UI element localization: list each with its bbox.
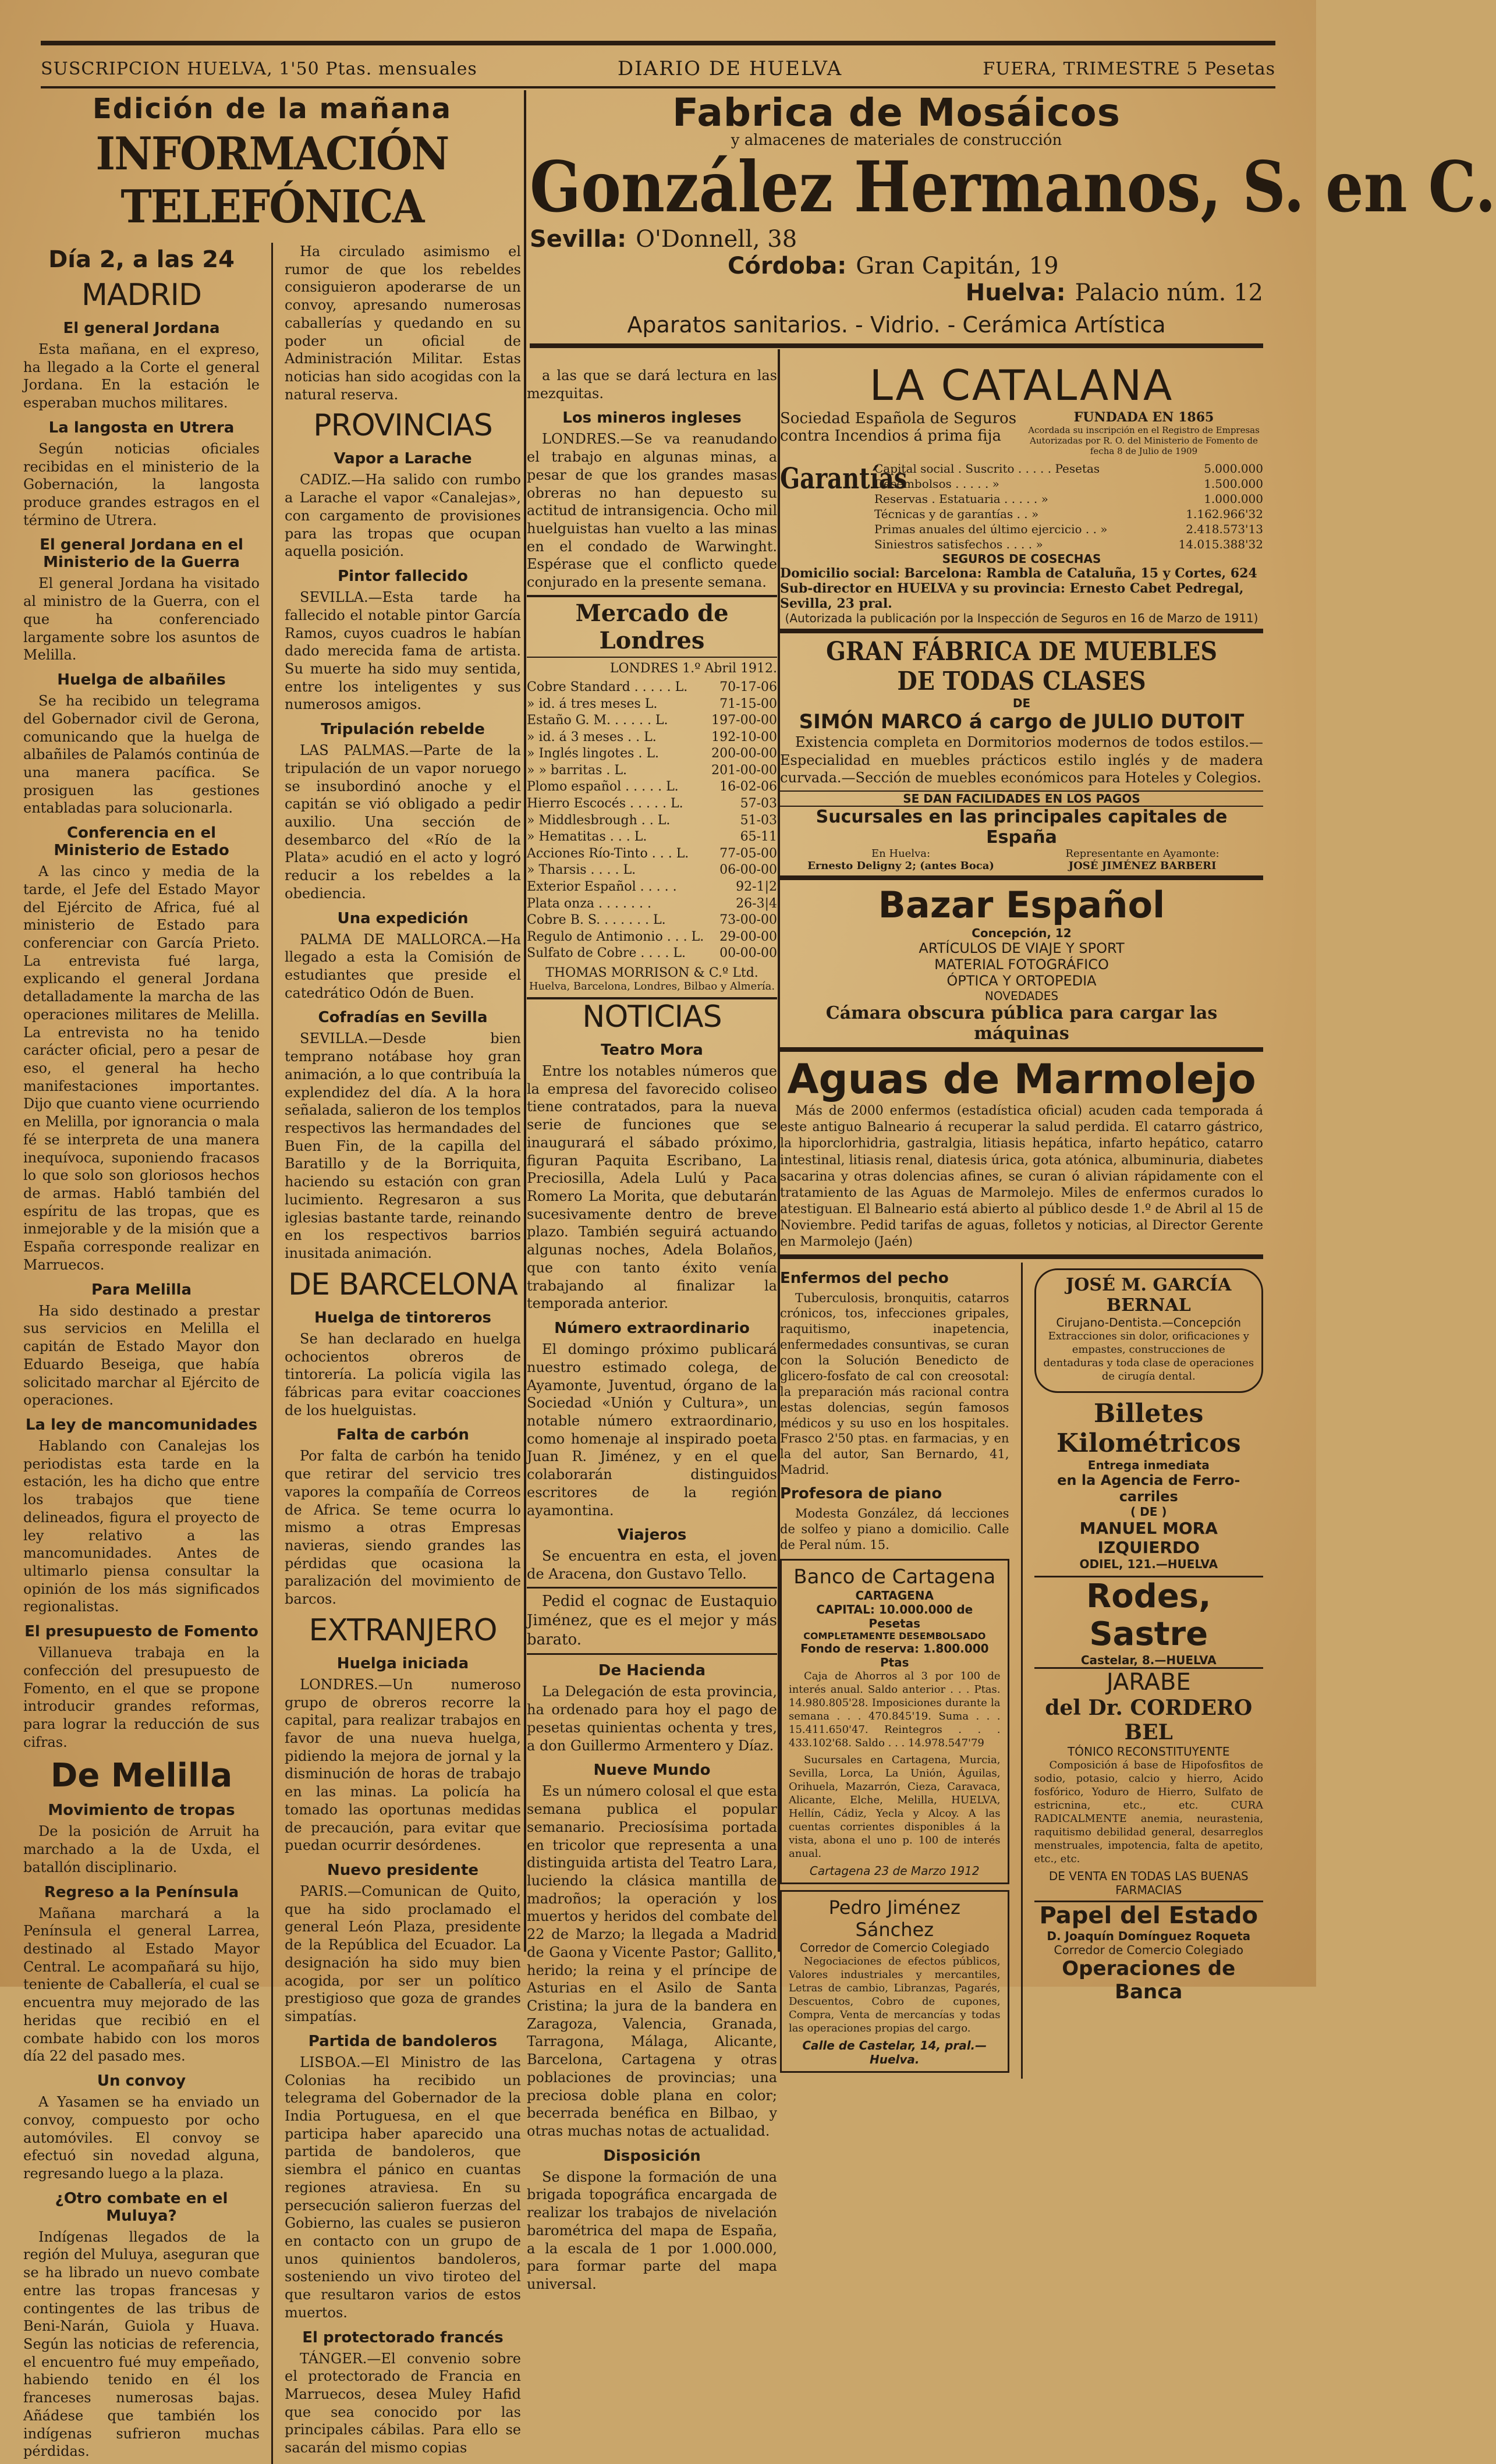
row-value: 26-3|4 (736, 896, 777, 911)
aguas-text: Más de 2000 enfermos (estadística oficial) acuden cada temporada á este antiguo Balneario á recuperar la salud perdida. El catarro gástrico, la hiporclorhidria, gastralgia, litiasis hepática, infarto hepático, catarro intestinal, litiasis renal, diatesis úrica, gota atónica, albuminuria, diabetes sacarina y otras dolencias afines, se curan ó alivian rápidamente con el tratamiento de las Aguas de Marmolejo. Miles de enfermos curados lo atestiguan. El Balneario está abierto al público desde 1.º de Abril al 15 de Noviembre. Pedid tarifas de aguas, folletos y noticias, al Director Gerente en Marmolejo (Jaén) (780, 1104, 1263, 1250)
article-text: A Yasamen se ha enviado un convoy, compuesto por ocho automóviles. El convoy se efectuó sin novedad alguna, regresando luego a la plaza. (23, 2094, 260, 2182)
table-row (527, 729, 777, 746)
article-heading: Vapor a Larache (334, 450, 472, 468)
table-row (874, 461, 1263, 476)
table-row (874, 537, 1263, 552)
row-value: 73-00-00 (719, 913, 777, 928)
bazar-line: ÓPTICA Y ORTOPEDIA (946, 973, 1097, 990)
catalana-title: LA CATALANA (869, 361, 1174, 410)
top-rule (41, 41, 1275, 45)
section-rule (780, 1047, 1263, 1052)
table-row (527, 829, 777, 846)
bank-date: Cartagena 23 de Marzo 1912 (809, 1864, 980, 1878)
article-heading: Enfermos del pecho (780, 1269, 949, 1287)
table-row (527, 763, 777, 779)
article-text: SEVILLA.—Esta tarde ha fallecido el notable pintor García Ramos, cuyos cuadros le habían dado merecida fama de artista. Su muerte ha sido muy sentida, entre los inteligentes y sus numerosos amigos. (285, 589, 521, 713)
row-label: Estaño G. M. . . . . . L. (527, 713, 668, 728)
masthead (41, 51, 1275, 86)
article-list (285, 243, 521, 403)
article-heading: Nuevo presidente (327, 1862, 479, 1880)
article-text: La Delegación de esta provincia, ha ordenado para hoy el pago de pesetas quinientas ochenta y tres, a don Guillermo Armentero y Díaz. (527, 1683, 777, 1754)
row-value: 192-10-00 (711, 729, 777, 744)
broker-name: Pedro Jiménez Sánchez (828, 1896, 960, 1941)
article-text: Modesta González, dá lecciones de solfeo y piano a domicilio. Calle de Peral núm. 15. (780, 1506, 1009, 1552)
table-row (874, 491, 1263, 506)
article-heading: Conferencia en el Ministerio de Estado (54, 824, 229, 860)
row-value: 200-00-00 (711, 746, 777, 761)
row-label: Desembolsos . . . . . » (874, 477, 999, 491)
article-text: Mañana marchará a la Península el general Larrea, destinado al Estado Mayor Central. Le acompañará su hijo, teniente de Caballería, el cual se encuentra muy mejorado de las heridas que recibió en el combate habido con los moros día 22 del pasado mes. (23, 1905, 260, 2065)
row-value: 14.015.388'32 (1178, 537, 1263, 551)
article-text: LONDRES.—Un numeroso grupo de obreros recorre la capital, para realizar trabajos en favor de una nueva huelga, pidiendo la mejora de jornal y la disminución de horas de trabajo en las minas. La policía ha tomado las oportunas medidas de precaución, para evitar que puedan ocurrir desórdenes. (285, 1676, 521, 1854)
bank-city: CARTAGENA (855, 1588, 934, 1603)
syrup-sale: DE VENTA EN TODAS LAS BUENAS FARMACIAS (1048, 1869, 1249, 1897)
table-row (527, 779, 777, 796)
article-list (285, 1309, 521, 1608)
news-column-2 (285, 243, 521, 2464)
bank-branches: Sucursales en Cartagena, Murcia, Sevilla, Lorca, La Unión, Águilas, Orihuela, Mazarrón, Cieza, Caravaca, Alicante, Elche, Melilla, HUELVA, Hellín, Cádiz, Yecla y Alcoy. A las cuentas corrientes disponibles á la vista, abona el uno p. 100 de interés anual. (789, 1753, 1001, 1860)
papel-title: Papel del Estado (1034, 1901, 1264, 1929)
article-text: Se ha recibido un telegrama del Gobernador civil de Gerona, comunicando que la huelga de albañiles de Palamós continúa de una manera pacífica. Se prosiguen las gestiones entabladas para solucionarla. (23, 693, 260, 817)
row-label: Técnicas y de garantías . . » (874, 507, 1039, 521)
tickets-sub: Entrega inmediata (1087, 1458, 1210, 1472)
row-label: » id. á tres meses L. (527, 696, 658, 711)
section-barcelona: DE BARCELONA (288, 1267, 517, 1302)
bazar-line: ARTÍCULOS DE VIAJE Y SPORT (919, 940, 1125, 957)
row-label: Plomo español . . . . . L. (527, 779, 679, 795)
article-text: Hablando con Canalejas los periodistas esta tarde en la estación, les ha dicho que entre los trabajos que tiene delineados, figura el proyecto de ley relativo a las mancomunidades. Antes de ultimarlo piensa consultar la opinión de los más significados regionalistas. (23, 1437, 260, 1615)
section-rule (780, 629, 1263, 633)
article-heading: Viajeros (617, 1526, 687, 1544)
row-label: Reservas . Estatuaria . . . . . » (874, 492, 1048, 506)
article-text: Entre los notables números que la empresa del favorecido coliseo tiene contratados, para la nueva serie de funciones que se inaugurará el sábado próximo, figuran Paquita Escribano, La Preciosilla, Adela Lulú y Paca Romero La Morita, que debutarán sucesivamente dentro de breve plazo. También seguirá actuando algunas noches, Adela Bolaños, que con tanto éxito venía trabajando al finalizar la temporada anterior. (527, 1063, 777, 1312)
broker-address: Calle de Castelar, 14, pral.—Huelva. (802, 2038, 987, 2067)
founded: FUNDADA EN 1865 (1073, 410, 1214, 425)
article-text: El general Jordana ha visitado al ministro de la Guerra, con el que ha conferenciado largamente sobre los asuntos de Melilla. (23, 575, 260, 664)
row-value: 00-00-00 (719, 946, 777, 961)
article-list (527, 1041, 777, 1583)
papel-text: Corredor de Comercio Colegiado (1054, 1942, 1243, 1957)
city-label: Córdoba: (728, 253, 847, 279)
row-value: 57-03 (740, 796, 777, 811)
section-rule (780, 1254, 1263, 1259)
article-heading: Movimiento de tropas (48, 1802, 235, 1820)
article-heading: Cofradías en Sevilla (318, 1009, 488, 1027)
city-address: Gran Capitán, 19 (856, 253, 1059, 279)
table-row (874, 522, 1263, 537)
column-divider (524, 90, 526, 1952)
article-heading: Para Melilla (91, 1281, 192, 1299)
bank-reserve: Fondo de reserva: 1.800.000 Ptas (800, 1641, 989, 1669)
article-text: SEVILLA.—Desde bien temprano notábase hoy gran animación, a lo que contribuía la explendidez del día. A la hora señalada, salieron de los templos respectivos las hermandades del Buen Fin, de la capilla del Baratillo y de la Borriquita, haciendo su estación con gran lucimiento. Regresaron a sus iglesias bastante tarde, reinando en los respectivos barrios inusitada animación. (285, 1030, 521, 1262)
article-text: LONDRES.—Se va reanudando el trabajo en algunas minas, a pesar de que los grandes masas obreras no han depuesto su actitud de intransigencia. Ocho mil huelguistas han vuelto a las minas en el condado de Warwinght. Espérase que el conflicto quede conjurado en la presente semana. (527, 431, 777, 591)
article-text: Por falta de carbón ha tenido que retirar del servicio tres vapores la compañía de Correos de Africa. Se teme ocurra lo mismo a otras Empresas navieras, siendo grandes las pérdidas que ocasiona la paralización del movimiento de barcos. (285, 1448, 521, 1608)
row-label: » » barritas . L. (527, 763, 628, 778)
company-name: González Hermanos, S. en C. (530, 146, 1496, 228)
sub-director: Sub-director en HUELVA y su provincia: Ernesto Cabet Pedregal, Sevilla, 23 pral. (780, 581, 1244, 611)
market-date: LONDRES 1.º Abril 1912. (609, 661, 777, 676)
table-row (527, 879, 777, 896)
syrup-sub: TÓNICO RECONSTITUYENTE (1068, 1744, 1230, 1759)
dateline: Día 2, a las 24 (48, 246, 235, 273)
row-label: » Tharsis . . . . L. (527, 863, 636, 878)
article-text: CADIZ.—Ha salido con rumbo a Larache el vapor «Canalejas», con cargamento de provisiones para las tropas que ocupan aquella posición. (285, 471, 521, 560)
row-label: » Middlesbrough . . L. (527, 813, 671, 828)
table-row (527, 696, 777, 713)
row-value: 77-05-00 (719, 846, 777, 861)
column-divider (271, 243, 273, 2464)
head-office: Domicilio social: Barcelona: Rambla de Cataluña, 15 y Cortes, 624 (780, 566, 1257, 581)
section-madrid: MADRID (81, 278, 201, 313)
row-label: Acciones Río-Tinto . . . L. (527, 846, 689, 861)
branch-ayamonte: JOSÉ JIMÉNEZ BARBERI (1068, 860, 1217, 873)
article-heading: Partida de bandoleros (308, 2032, 498, 2050)
products-line: Aparatos sanitarios. - Vidrio. - Cerámica Artística (627, 312, 1166, 338)
aguas-title: Aguas de Marmolejo (787, 1055, 1256, 1104)
table-row (527, 929, 777, 946)
article-list (23, 1802, 260, 2461)
section-extranjero: EXTRANJERO (309, 1612, 497, 1648)
middle-column (527, 367, 777, 2293)
guarantees-table (874, 461, 1263, 552)
market-cities: Huelva, Barcelona, Londres, Bilbao y Almería. (529, 980, 775, 992)
article-text: Se dispone la formación de una brigada topográfica encargada de realizar los trabajos de nivelación barométrica del mapa de España, a la escala de 1 por 1.000.000, para formar parte del mapa universal. (527, 2168, 777, 2293)
article-text: A las cinco y media de la tarde, el Jefe del Estado Mayor del Ejército de Africa, fué al ministerio de Estado para conferenciar con García Prieto. La entrevista fué larga, explicando el general Jordana detalladamente la marcha de las operaciones militares de Melilla. La entrevista no ha tenido carácter oficial, pero a pesar de eso, el general ha hecho manifestaciones importantes. Dijo que cuanto viene ocurriendo en Melilla, por ignorancia o mala fé se interpreta de una manera inequívoca, suponiendo fracasos lo que solo son gloriosos hechos de armas. Habló también del espíritu de las tropas, que es inmejorable y de la misión que a España corresponde realizar en Marruecos. (23, 863, 260, 1273)
tailor-title: Rodes, Sastre (1034, 1576, 1264, 1653)
article-heading: Un convoy (97, 2072, 186, 2090)
row-value: 92-1|2 (736, 880, 777, 895)
article-text: PALMA DE MALLORCA.—Ha llegado a esta la Comisión de estudiantes que preside el catedrático Odón de Buen. (285, 931, 521, 1001)
market-table (527, 679, 777, 962)
bank-title: Banco de Cartagena (793, 1565, 996, 1589)
article-heading: Huelga de albañiles (57, 671, 226, 689)
row-label: Regulo de Antimonio . . . L. (527, 929, 704, 944)
tickets-agency: en la Agencia de Ferro-carriles (1057, 1472, 1240, 1505)
article-heading: De Hacienda (598, 1662, 706, 1680)
article-heading: El presupuesto de Fomento (24, 1623, 258, 1641)
row-label: Siniestros satisfechos . . . . » (874, 537, 1043, 551)
dentist-sub: Cirujano-Dentista.—Concepción (1056, 1315, 1242, 1330)
syrup-doctor: del Dr. CORDERO BEL (1045, 1695, 1253, 1745)
bazar-title: Bazar Español (878, 884, 1165, 927)
city-address: Palacio núm. 12 (1075, 279, 1263, 306)
advert-subtitle: y almacenes de materiales de construcción (731, 132, 1062, 149)
table-row (527, 813, 777, 829)
advert-title: Fabrica de Mosáicos (672, 90, 1121, 135)
table-row (527, 862, 777, 879)
broker-sub: Corredor de Comercio Colegiado (800, 1941, 990, 1955)
tickets-de: ( DE ) (1130, 1504, 1167, 1519)
catalana-line: Sociedad Española de Seguros contra Incendios á prima fija (780, 410, 1017, 445)
article-heading: Teatro Mora (601, 1041, 703, 1059)
branch-huelva: Ernesto Deligny 2; (antes Boca) (807, 860, 994, 873)
furniture-owner: SIMÓN MARCO á cargo de JULIO DUTOIT (799, 710, 1245, 733)
article-heading: El general Jordana en el Ministerio de la Guerra (40, 536, 243, 572)
bank-paid: COMPLETAMENTE DESEMBOLSADO (803, 1630, 986, 1642)
article-heading: Regreso a la Península (44, 1883, 239, 1901)
article-heading: Una expedición (337, 909, 469, 927)
table-row (527, 846, 777, 863)
city-label: Huelva: (965, 279, 1066, 306)
tickets-address: ODIEL, 121.—HUELVA (1079, 1557, 1218, 1571)
article-text: Según noticias oficiales recibidas en el ministerio de la Gobernación, la langosta produce grandes estragos en el término de Utrera. (23, 440, 260, 529)
syrup-text: Composición á base de Hipofosfitos de sodio, potasio, calcio y hierro, Acido fosfórico, Yoduro de Hierro, Sulfato de estricnina, etc., etc. CURA RADICALMENTE anemia, neurastenia, raquitismo debilidad general, desarreglos menstruales, impotencia, falta de apetito, etc., etc. (1034, 1759, 1263, 1865)
market-title: Mercado de Londres (527, 595, 777, 658)
article-heading: Falta de carbón (336, 1426, 469, 1444)
row-value: 06-00-00 (719, 863, 777, 878)
row-label: Cobre B. S. . . . . . . L. (527, 913, 666, 928)
furniture-de: DE (1012, 696, 1031, 710)
row-value: 5.000.000 (1204, 462, 1263, 476)
article-text: LAS PALMAS.—Parte de la tripulación de un vapor noruego se insubordinó anoche y el capitán se vió obligado a pedir auxilio. Una sección de desembarco del «Río de la Plata» acudió en el acto y logró reducir a los rebeldes a la obediencia. (285, 742, 521, 902)
article-text: PARIS.—Comunican de Quito, que ha sido proclamado el general León Plaza, presidente de la República del Ecuador. La designación ha sido muy bien acogida, por ser un político prestigioso que goza de grandes simpatías. (285, 1883, 521, 2025)
row-label: Capital social . Suscrito . . . . . Pesetas (874, 462, 1100, 476)
article-heading: Disposición (603, 2147, 701, 2165)
article-text: Es un número colosal el que esta semana publica el popular semanario. Preciosísima portada en tricolor que representa a una distinguida artista del Teatro Lara, luciendo la clásica mantilla de madroños; la operación y los muertos y heridos del combate del 22 de Marzo; la llegada a Madrid de Gaona y Vicente Pastor; Gallito, herido; la reina y el príncipe de Asturias en el Asilo de Santa Cristina; la jura de la bandera en Zaragoza, Valencia, Granada, Tarragona, Málaga, Alicante, Barcelona, Cartagena y otras poblaciones de provincias; una preciosa doble plana en color; becerrada benéfica en Bilbao, y otras muchas notas de actualidad. (527, 1783, 777, 2140)
article-heading: Huelga de tintoreros (314, 1309, 492, 1327)
furniture-title: GRAN FÁBRICA DE MUEBLES DE TODAS CLASES (826, 637, 1217, 696)
city-address: O'Donnell, 38 (636, 226, 797, 253)
article-heading: La langosta en Utrera (48, 419, 235, 437)
table-row (527, 712, 777, 729)
city-label: Sevilla: (530, 226, 627, 253)
article-text: El domingo próximo publicará nuestro estimado colega, de Ayamonte, Juventud, órgano de la Sociedad «Unión y Cultura», un notable número extraordinario, como homenaje al inspirado poeta Juan R. Jiménez, y en el que colaborarán distinguidos escritores de la región ayamontina. (527, 1341, 777, 1519)
papel-sub: D. Joaquín Domínguez Roqueta (1047, 1928, 1251, 1943)
row-value: 29-00-00 (719, 929, 777, 944)
dentist-text: Extracciones sin dolor, orificaciones y empastes, construcciones de dentaduras y toda clase de operaciones de cirugía dental. (1043, 1330, 1254, 1382)
article-text: Ha circulado asimismo el rumor de que los rebeldes consiguieron apoderarse de un convoy, apresando numerosas caballerías y quedando en su poder un oficial de Administración Militar. Estas noticias han sido acogidas con la natural reserva. (285, 243, 521, 403)
article-text: De la posición de Arruit ha marchado a la de Uxda, el batallón disciplinario. (23, 1823, 260, 1876)
table-row (527, 912, 777, 929)
article-heading: ¿Otro combate en el Muluya? (55, 2189, 228, 2225)
row-label: Plata onza . . . . . . . (527, 896, 651, 911)
row-label: Sulfato de Cobre . . . . L. (527, 946, 686, 961)
row-value: 71-15-00 (719, 696, 777, 711)
bank-text: Caja de Ahorros al 3 por 100 de interés anual. Saldo anterior . . . Ptas. 14.980.805'28. Imposiciones durante la semana . . . 470.845'19. Suma . . . 15.411.650'47. Reintegros . . . 433.102'68. Saldo . . . 14.978.547'79 (789, 1669, 1001, 1749)
branches-title: Sucursales en las principales capitales de España (816, 807, 1228, 848)
bazar-line: MATERIAL FOTOGRÁFICO (934, 956, 1109, 973)
article-text: Villanueva trabaja en la confección del presupuesto de Fomento, en el que se propone introducir grandes reformas, para lograr la reducción de sus cifras. (23, 1644, 260, 1750)
table-row (527, 679, 777, 696)
section-noticias: NOTICIAS (527, 997, 777, 1034)
row-value: 2.418.573'13 (1186, 522, 1263, 536)
subscription-local: SUSCRIPCION HUELVA, 1'50 Ptas. mensuales (41, 58, 477, 79)
payment-terms: SE DAN FACILIDADES EN LOS PAGOS (780, 790, 1263, 807)
row-value: 65-11 (740, 829, 777, 845)
newspaper-title: DIARIO DE HUELVA (617, 57, 843, 80)
article-text: LISBOA.—El Ministro de las Colonias ha recibido un telegrama del Gobernador de la India Portuguesa, en el que participa haber aparecido una partida de bandoleros, que siembra el pánico en cuantas regiones atraviesa. En su persecución salieron fuerzas del Gobierno, las cuales se pusieron en contacto con un grupo de unos quinientos bandoleros, sosteniendo un vivo tiroteo del que resultaron varios de estos muertos. (285, 2054, 521, 2321)
article-heading: Los mineros ingleses (562, 409, 742, 427)
furniture-text: Existencia completa en Dormitorios modernos de todos estilos.—Especialidad en muebles prácticos estilo inglés y de madera curvada.—Sección de muebles económicos para Hoteles y Colegios. (780, 734, 1263, 786)
crop-insurance: SEGUROS DE COSECHAS (942, 552, 1101, 566)
authorization: (Autorizada la publicación por la Inspección de Seguros en 16 de Marzo de 1911) (785, 611, 1259, 625)
row-value: 16-02-06 (719, 779, 777, 795)
article-heading: La ley de mancomunidades (25, 1416, 258, 1434)
broker-text: Negociaciones de efectos públicos, Valores industriales y mercantiles, Letras de cambio, Libranzas, Pagarés, Descuentos, Cobro de cupones, Compra, Venta de mercancías y todas las operaciones propias del cargo. (789, 1955, 1001, 2035)
dentist-name: JOSÉ M. GARCÍA BERNAL (1066, 1274, 1232, 1316)
founded-note: Acordada su inscripción en el Registro de Empresas Autorizadas por R. O. del Ministerio de Fomento de fecha 8 de Julio de 1909 (1028, 425, 1260, 456)
table-row (527, 896, 777, 913)
news-section (23, 90, 521, 2460)
market-firm: THOMAS MORRISON & C.º Ltd. (545, 966, 758, 980)
telephone-title: INFORMACIÓN TELEFÓNICA (95, 127, 449, 233)
article-heading: Nueve Mundo (593, 1761, 711, 1779)
article-text: Indígenas llegados de la región del Muluya, aseguran que se ha librado un nuevo combate entre las tropas francesas y contingentes de las tribus de Beni-Narán, Guiola y Huava. Según las noticias de referencia, el encuentro fué muy empeñado, habiendo tenido en él los franceses numerosas bajas. Añádese que también los indígenas sufrieron muchas pérdidas. (23, 2228, 260, 2460)
row-label: » Hematitas . . . L. (527, 829, 647, 845)
tickets-name: MANUEL MORA IZQUIERDO (1079, 1518, 1218, 1557)
cognac-advert: Pedid el cognac de Eustaquio Jiménez, que es el mejor y más barato. (527, 1587, 777, 1655)
tickets-title: Billetes Kilométricos (1056, 1398, 1241, 1458)
article-heading: Tripulación rebelde (321, 721, 485, 739)
tailor-address: Castelar, 8.—HUELVA (1080, 1653, 1217, 1667)
ads-subcolumn-1 (780, 1263, 1009, 2079)
row-label: » id. á 3 meses . . L. (527, 729, 657, 744)
article-text: Se encuentra en esta, el joven de Aracena, don Gustavo Tello. (527, 1548, 777, 1582)
row-label: » Inglés lingotes . L. (527, 746, 660, 761)
section-provincias: PROVINCIAS (313, 408, 492, 444)
row-value: 51-03 (740, 813, 777, 828)
subscription-outside: FUERA, TRIMESTRE 5 Pesetas (983, 58, 1275, 79)
mosaic-advert (530, 90, 1496, 352)
table-row (874, 476, 1263, 491)
column-divider (1021, 1263, 1023, 2079)
article-list (527, 367, 777, 591)
guarantees-label: Garantías (780, 461, 907, 495)
section-melilla: De Melilla (50, 1757, 233, 1795)
syrup-title: JARABE (1034, 1667, 1264, 1696)
section-rule (780, 875, 1263, 880)
article-heading: El protectorado francés (302, 2328, 504, 2346)
article-heading: El general Jordana (63, 320, 220, 337)
article-text: Se han declarado en huelga ochocientos obreros de tintorería. La policía vigila las fábricas para evitar coacciones de los huelguistas. (285, 1330, 521, 1419)
ads-subcolumn-2 (1034, 1263, 1264, 2079)
masthead-rule (41, 86, 1275, 88)
bazar-address: Concepción, 12 (972, 926, 1072, 941)
adverts-column (780, 361, 1263, 2067)
article-heading: Pintor fallecido (338, 568, 468, 586)
table-row (527, 945, 777, 962)
article-list (285, 450, 521, 1262)
article-text: a las que se dará lectura en las mezquitas. (527, 367, 777, 402)
row-label: Hierro Escocés . . . . . L. (527, 796, 683, 811)
papel-banking: Operaciones de Banca (1062, 1956, 1236, 2004)
article-heading: Número extraordinario (554, 1320, 750, 1338)
bazar-line: NOVEDADES (984, 989, 1059, 1004)
row-value: 1.000.000 (1204, 492, 1263, 506)
article-list (285, 1655, 521, 2457)
row-label: Primas anuales del último ejercicio . . » (874, 522, 1108, 536)
bank-capital: CAPITAL: 10.000.000 de Pesetas (816, 1602, 973, 1630)
table-row (874, 506, 1263, 522)
branch-ayamonte-label: Representante en Ayamonte: (1065, 848, 1220, 860)
bazar-camera: Cámara obscura pública para cargar las máquinas (825, 1003, 1218, 1044)
row-label: Exterior Español . . . . . (527, 880, 677, 895)
article-text: Esta mañana, en el expreso, ha llegado a la Corte el general Jordana. En la estación le esperaban muchos militares. (23, 341, 260, 412)
article-text: Ha sido destinado a prestar sus servicios en Melilla el capitán de Estado Mayor don Eduardo Beseiga, que había solicitado marchar al Ejército de operaciones. (23, 1302, 260, 1409)
article-text: Tuberculosis, bronquitis, catarros crónicos, tos, infecciones gripales, raquitismo, inapetencia, enfermedades consuntivas, se curan con la Solución Benedicto de glicero-fosfato de cal con creosotal: la preparación más racional contra estas dolencias, según famosos médicos y su uso en los hospitales. Frasco 2'50 ptas. en farmacias, y en la del autor, San Bernardo, 41, Madrid. (780, 1291, 1009, 1477)
row-value: 197-00-00 (711, 713, 777, 728)
article-heading: Profesora de piano (780, 1485, 942, 1503)
article-heading: Huelga iniciada (336, 1654, 469, 1672)
table-row (527, 746, 777, 763)
row-value: 70-17-06 (719, 679, 777, 694)
row-value: 1.500.000 (1204, 477, 1263, 491)
article-text: TÁNGER.—El convenio sobre el protectorado de Francia en Marruecos, desea Muley Hafid que sea conocido por las principales cábilas. Para ello se sacarán del mismo copias (285, 2350, 521, 2456)
article-list (527, 1662, 777, 2293)
row-value: 1.162.966'32 (1186, 507, 1263, 521)
news-column-1 (23, 243, 260, 2464)
row-label: Cobre Standard . . . . . L. (527, 679, 688, 694)
article-list (23, 320, 260, 1751)
edition-title: Edición de la mañana (92, 93, 452, 125)
branch-huelva-label: En Huelva: (871, 848, 931, 860)
table-row (527, 796, 777, 813)
row-value: 201-00-00 (711, 763, 777, 778)
section-rule (530, 343, 1263, 348)
